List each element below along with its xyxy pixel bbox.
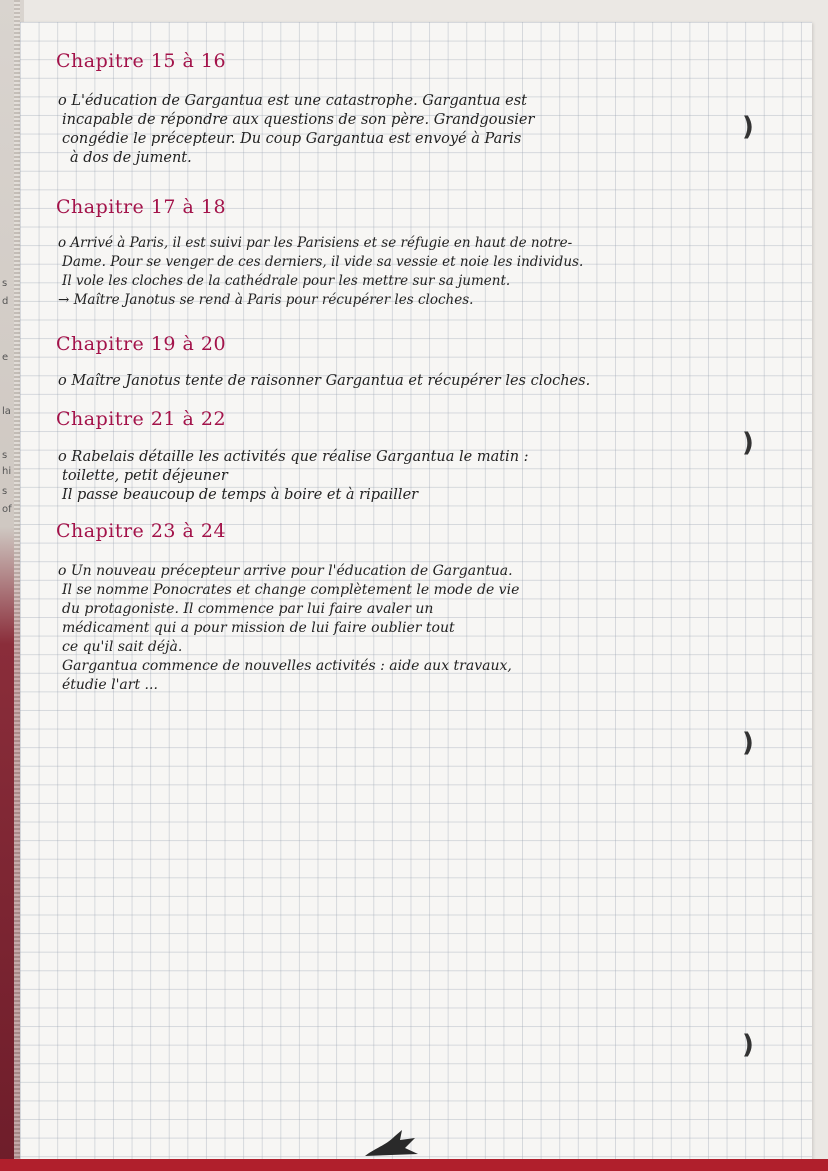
note-line: étudie l'art ... [62, 677, 158, 693]
chapter-heading: Chapitre 23 à 24 [56, 520, 227, 542]
note-line: congédie le précepteur. Du coup Gargantua est envoyé à Paris [62, 131, 522, 147]
note-line: o Maître Janotus tente de raisonner Gargantua et récupérer les cloches. [58, 373, 591, 389]
note-line: incapable de répondre aux questions de son père. Grandgousier [62, 112, 535, 128]
punch-hole-icon: ) [742, 1030, 754, 1060]
margin-fragment: hi [2, 466, 12, 477]
note-line: o Rabelais détaille les activités que réalise Gargantua le matin : [58, 449, 529, 465]
note-line: o Arrivé à Paris, il est suivi par les Parisiens et se réfugie en haut de notre- [58, 235, 573, 251]
note-line: Dame. Pour se venger de ces derniers, il vide sa vessie et noie les individus. [62, 254, 584, 270]
note-line: toilette, petit déjeuner [62, 468, 228, 484]
note-line: à dos de jument. [70, 150, 192, 166]
binder-bottom-band [0, 1159, 828, 1171]
note-line: → Maître Janotus se rend à Paris pour récupérer les cloches. [58, 292, 474, 308]
margin-fragment: of [2, 504, 12, 515]
note-line: du protagoniste. Il commence par lui faire avaler un [62, 601, 434, 617]
margin-fragment: la [2, 406, 11, 417]
section-body [58, 448, 758, 505]
note-line: Il se nomme Ponocrates et change complètement le mode de vie [62, 582, 520, 598]
section-body [58, 372, 758, 391]
chapter-heading: Chapitre 19 à 20 [56, 333, 227, 355]
note-line: o L'éducation de Gargantua est une catastrophe. Gargantua est [58, 93, 527, 109]
chapter-heading: Chapitre 15 à 16 [56, 50, 227, 72]
note-line: o Un nouveau précepteur arrive pour l'éducation de Gargantua. [58, 563, 513, 579]
note-line: médicament qui a pour mission de lui faire oublier tout [62, 620, 455, 636]
tassel-icon [360, 1128, 420, 1158]
margin-fragment: s [2, 486, 8, 497]
chapter-heading: Chapitre 17 à 18 [56, 196, 227, 218]
margin-fragment: e [2, 352, 9, 363]
punch-hole-icon: ) [742, 428, 754, 458]
margin-fragment: s [2, 450, 8, 461]
note-line: Gargantua commence de nouvelles activités : aide aux travaux, [62, 658, 512, 674]
punch-hole-icon: ) [742, 728, 754, 758]
margin-fragment: d [2, 296, 9, 307]
note-line: Il passe beaucoup de temps à boire et à ripailler [62, 487, 419, 503]
section-body [58, 234, 758, 310]
chapter-heading: Chapitre 21 à 22 [56, 408, 227, 430]
margin-fragment: s [2, 278, 8, 289]
section-body [58, 562, 758, 695]
note-line: Il vole les cloches de la cathédrale pour les mettre sur sa jument. [62, 273, 511, 289]
section-body [58, 92, 758, 168]
note-line: ce qu'il sait déjà. [62, 639, 183, 655]
punch-hole-icon: ) [742, 112, 754, 142]
